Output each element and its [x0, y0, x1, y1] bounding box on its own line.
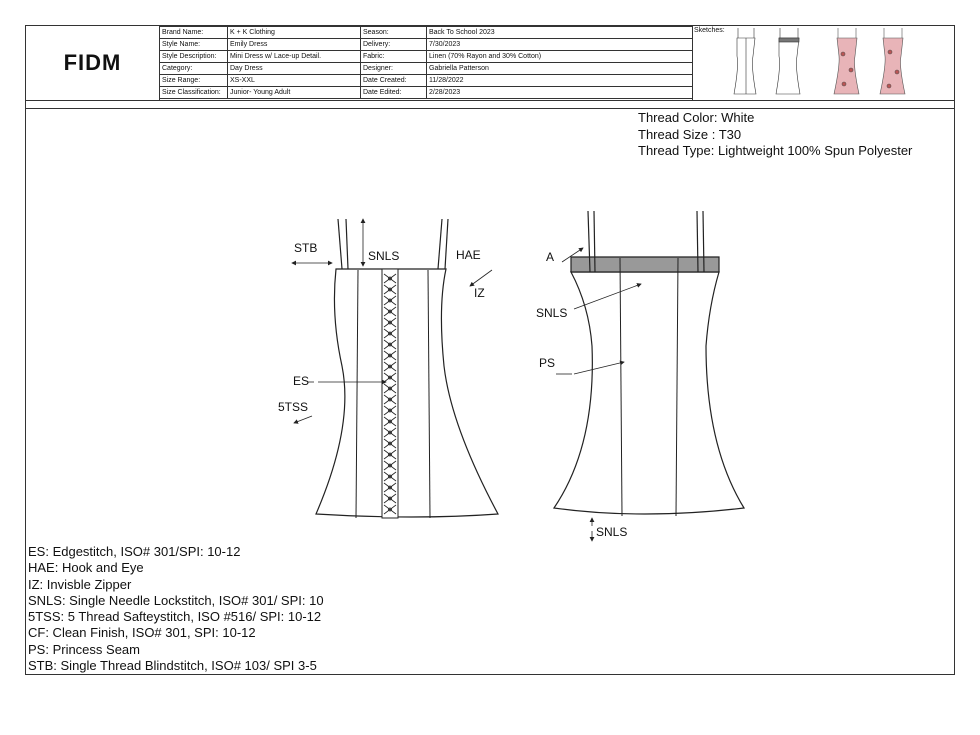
spec-value: Emily Dress — [228, 39, 361, 51]
spec-label: Fabric: — [361, 51, 427, 63]
callout-stb: STB — [294, 241, 318, 255]
spec-label: Size Range: — [160, 75, 228, 87]
stitch-legend — [28, 544, 324, 674]
callout-es: ES — [293, 374, 310, 388]
spec-label: Style Description: — [160, 51, 228, 63]
front-flat — [316, 219, 498, 518]
legend-item: 5TSS: 5 Thread Safteystitch, ISO #516/ SPI: 10-12 — [28, 609, 322, 625]
legend-item: PS: Princess Seam — [28, 641, 140, 657]
thread-size: Thread Size : T30 — [638, 126, 742, 142]
spec-value: 11/28/2022 — [427, 75, 693, 87]
callout-snls-front: SNLS — [368, 249, 400, 263]
legend-item: CF: Clean Finish, ISO# 301, SPI: 10-12 — [28, 625, 256, 641]
fidm-logo: FIDM — [26, 26, 160, 100]
spec-label: Date Edited: — [361, 87, 427, 99]
spec-label: Size Classification: — [160, 87, 228, 99]
callout-a: A — [546, 250, 555, 264]
spec-value: 7/30/2023 — [427, 39, 693, 51]
spec-value: Junior- Young Adult — [228, 87, 361, 99]
spec-label: Date Created: — [361, 75, 427, 87]
legend-item: STB: Single Thread Blindstitch, ISO# 103/ SPI 3-5 — [28, 658, 317, 674]
spec-value: Gabriella Patterson — [427, 63, 693, 75]
spec-label: Brand Name: — [160, 27, 228, 39]
spec-value: Mini Dress w/ Lace-up Detail. — [228, 51, 361, 63]
spec-label: Designer: — [361, 63, 427, 75]
spec-label: Style Name: — [160, 39, 228, 51]
spec-value: XS-XXL — [228, 75, 361, 87]
callout-snls-back: SNLS — [536, 306, 568, 320]
spec-label: Delivery: — [361, 39, 427, 51]
callout-5tss: 5TSS — [278, 400, 309, 414]
tech-pack-sheet — [25, 25, 955, 675]
callout-iz: IZ — [474, 286, 485, 300]
spec-label: Category: — [160, 63, 228, 75]
legend-item: HAE: Hook and Eye — [28, 560, 144, 576]
callout-hae: HAE — [456, 248, 481, 262]
spec-value: K + K Clothing — [228, 27, 361, 39]
legend-item: SNLS: Single Needle Lockstitch, ISO# 301/ SPI: 10 — [28, 592, 324, 608]
legend-item: ES: Edgestitch, ISO# 301/SPI: 10-12 — [28, 544, 241, 559]
spec-value: Day Dress — [228, 63, 361, 75]
callout-snls-hem: SNLS — [596, 525, 628, 539]
spec-value: Linen (70% Rayon and 30% Cotton) — [427, 51, 693, 63]
spec-value: Back To School 2023 — [427, 27, 693, 39]
spec-value: 2/28/2023 — [427, 87, 693, 99]
thread-color: Thread Color: White — [638, 110, 755, 125]
callout-ps: PS — [539, 356, 556, 370]
sketches-label: Sketches: — [694, 27, 725, 34]
thread-type: Thread Type: Lightweight 100% Spun Polyester — [638, 143, 913, 158]
legend-item: IZ: Invisble Zipper — [28, 576, 132, 592]
back-flat — [554, 211, 744, 516]
spec-label: Season: — [361, 27, 427, 39]
